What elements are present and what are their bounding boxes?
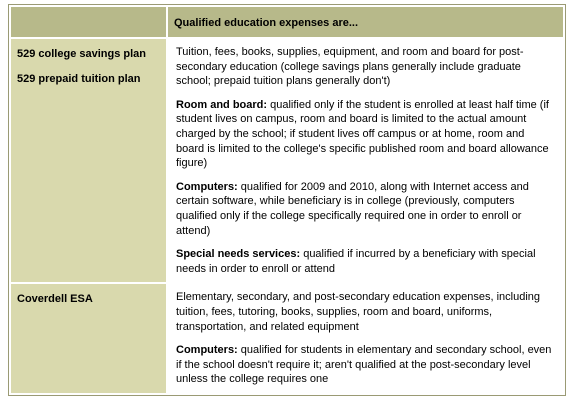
expense-paragraph	[176, 45, 555, 89]
expense-description-cell	[168, 39, 563, 282]
expense-label: Computers:	[176, 344, 238, 357]
expense-label: Room and board:	[176, 98, 268, 111]
plan-name: Coverdell ESA	[17, 293, 93, 306]
expense-text: qualified for students in elementary and secondary school, even if the school doesn't require it; aren't qualified at the post-secondary level unless the college requires one	[176, 344, 552, 386]
expense-paragraph	[176, 343, 555, 387]
table-row	[11, 39, 563, 282]
plan-name-cell	[11, 39, 166, 282]
expense-paragraph	[176, 247, 555, 276]
expense-label: Special needs services:	[176, 248, 301, 261]
expense-text: Elementary, secondary, and post-secondary education expenses, including tuition, fees, tutoring, books, supplies, room and board, uniforms, transportation, and related equipment	[176, 291, 541, 333]
expense-paragraph	[176, 98, 555, 171]
plan-name: 529 college savings plan	[17, 48, 147, 60]
header-row	[11, 7, 563, 37]
table-row	[11, 284, 563, 393]
header-title: Qualified education expenses are...	[168, 7, 563, 37]
plan-name: 529 prepaid tuition plan	[17, 73, 141, 85]
expense-text: qualified for 2009 and 2010, along with Internet access and certain software, while beneficiary is in college (previously, computers qualified only if the college specifically required one in order to enroll or attend)	[176, 180, 529, 237]
header-blank-cell	[11, 7, 166, 37]
expense-text: qualified if incurred by a beneficiary with special needs in order to enroll or attend	[176, 248, 536, 275]
plan-name-cell	[11, 284, 166, 393]
expense-paragraph	[176, 290, 555, 334]
expense-label: Computers:	[176, 180, 238, 193]
education-expenses-table	[8, 4, 566, 396]
expense-description-cell	[168, 284, 563, 393]
expense-text: Tuition, fees, books, supplies, equipment, and room and board for post-secondary education (college savings plans generally include graduate school; prepaid tuition plans generally don't)	[176, 46, 524, 88]
expense-text: qualified only if the student is enrolled at least half time (if student lives on campus, room and board is limited to the actual amount charged by the school; if student lives off campus or at home, room and board is limited to the college's specific published room and board allowance figure)	[176, 98, 549, 170]
expense-paragraph	[176, 180, 555, 238]
